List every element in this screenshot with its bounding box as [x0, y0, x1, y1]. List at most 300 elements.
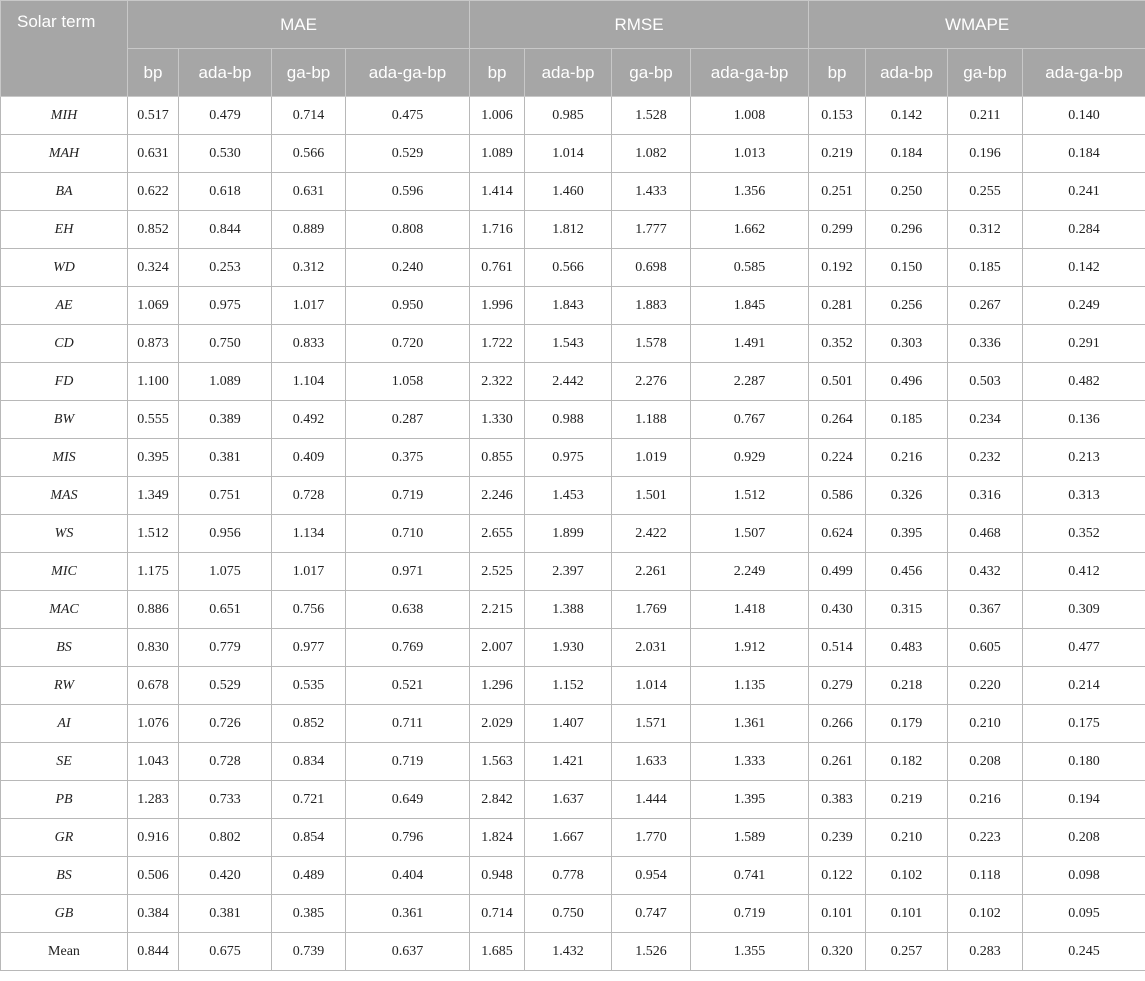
value-cell: 0.586: [809, 477, 866, 515]
solar-term-cell: EH: [1, 211, 128, 249]
value-cell: 1.017: [272, 287, 346, 325]
value-cell: 0.530: [179, 135, 272, 173]
value-cell: 2.007: [470, 629, 525, 667]
value-cell: 0.916: [128, 819, 179, 857]
value-cell: 0.750: [179, 325, 272, 363]
value-cell: 0.750: [525, 895, 612, 933]
value-cell: 0.605: [948, 629, 1023, 667]
value-cell: 0.802: [179, 819, 272, 857]
value-cell: 0.420: [179, 857, 272, 895]
solar-term-cell: AI: [1, 705, 128, 743]
value-cell: 0.352: [809, 325, 866, 363]
value-cell: 0.720: [346, 325, 470, 363]
value-cell: 1.082: [612, 135, 691, 173]
value-cell: 0.555: [128, 401, 179, 439]
value-cell: 0.383: [809, 781, 866, 819]
value-cell: 0.213: [1023, 439, 1145, 477]
value-cell: 0.948: [470, 857, 525, 895]
value-cell: 0.517: [128, 97, 179, 135]
table-row: [1, 135, 1145, 173]
value-cell: 1.019: [612, 439, 691, 477]
value-cell: 2.287: [691, 363, 809, 401]
value-cell: 0.224: [809, 439, 866, 477]
value-cell: 1.330: [470, 401, 525, 439]
value-cell: 1.526: [612, 933, 691, 971]
value-cell: 0.529: [346, 135, 470, 173]
value-cell: 1.134: [272, 515, 346, 553]
header-group-rmse: RMSE: [470, 1, 809, 49]
value-cell: 0.361: [346, 895, 470, 933]
value-cell: 1.356: [691, 173, 809, 211]
value-cell: 0.631: [128, 135, 179, 173]
value-cell: 0.136: [1023, 401, 1145, 439]
value-cell: 0.312: [948, 211, 1023, 249]
value-cell: 0.284: [1023, 211, 1145, 249]
value-cell: 1.637: [525, 781, 612, 819]
table-row: [1, 515, 1145, 553]
value-cell: 0.767: [691, 401, 809, 439]
value-cell: 1.716: [470, 211, 525, 249]
header-group-mae: MAE: [128, 1, 470, 49]
value-cell: 0.761: [470, 249, 525, 287]
table-row: [1, 553, 1145, 591]
table-header: [1, 1, 1145, 97]
value-cell: 0.844: [179, 211, 272, 249]
value-cell: 1.089: [470, 135, 525, 173]
value-cell: 0.483: [866, 629, 948, 667]
table-row: [1, 439, 1145, 477]
value-cell: 0.950: [346, 287, 470, 325]
value-cell: 0.281: [809, 287, 866, 325]
value-cell: 0.196: [948, 135, 1023, 173]
value-cell: 1.017: [272, 553, 346, 591]
value-cell: 0.320: [809, 933, 866, 971]
value-cell: 0.261: [809, 743, 866, 781]
value-cell: 0.208: [1023, 819, 1145, 857]
value-cell: 0.678: [128, 667, 179, 705]
value-cell: 0.741: [691, 857, 809, 895]
header-model-bp: bp: [470, 49, 525, 97]
value-cell: 0.239: [809, 819, 866, 857]
table-row: [1, 819, 1145, 857]
value-cell: 1.388: [525, 591, 612, 629]
table-row: [1, 591, 1145, 629]
header-model-ada-bp: ada-bp: [525, 49, 612, 97]
value-cell: 0.240: [346, 249, 470, 287]
value-cell: 0.367: [948, 591, 1023, 629]
value-cell: 0.585: [691, 249, 809, 287]
value-cell: 0.375: [346, 439, 470, 477]
value-cell: 0.751: [179, 477, 272, 515]
value-cell: 1.491: [691, 325, 809, 363]
value-cell: 0.529: [179, 667, 272, 705]
value-cell: 1.453: [525, 477, 612, 515]
value-cell: 0.489: [272, 857, 346, 895]
value-cell: 0.218: [866, 667, 948, 705]
table-row: [1, 363, 1145, 401]
value-cell: 0.257: [866, 933, 948, 971]
value-cell: 0.219: [809, 135, 866, 173]
value-cell: 0.101: [866, 895, 948, 933]
value-cell: 0.834: [272, 743, 346, 781]
value-cell: 0.142: [866, 97, 948, 135]
value-cell: 2.322: [470, 363, 525, 401]
value-cell: 1.058: [346, 363, 470, 401]
value-cell: 0.719: [346, 477, 470, 515]
value-cell: 0.283: [948, 933, 1023, 971]
value-cell: 0.833: [272, 325, 346, 363]
value-cell: 0.180: [1023, 743, 1145, 781]
value-cell: 1.432: [525, 933, 612, 971]
value-cell: 1.501: [612, 477, 691, 515]
value-cell: 0.733: [179, 781, 272, 819]
value-cell: 0.496: [866, 363, 948, 401]
value-cell: 1.543: [525, 325, 612, 363]
table-row: [1, 211, 1145, 249]
solar-term-cell: MIS: [1, 439, 128, 477]
table-row: [1, 667, 1145, 705]
value-cell: 1.930: [525, 629, 612, 667]
solar-term-cell: PB: [1, 781, 128, 819]
value-cell: 2.029: [470, 705, 525, 743]
value-cell: 0.566: [272, 135, 346, 173]
value-cell: 1.104: [272, 363, 346, 401]
value-cell: 0.142: [1023, 249, 1145, 287]
value-cell: 1.769: [612, 591, 691, 629]
header-model-ada-ga-bp: ada-ga-bp: [346, 49, 470, 97]
value-cell: 0.985: [525, 97, 612, 135]
value-cell: 0.192: [809, 249, 866, 287]
value-cell: 0.479: [179, 97, 272, 135]
value-cell: 2.261: [612, 553, 691, 591]
value-cell: 0.521: [346, 667, 470, 705]
solar-term-cell: MAH: [1, 135, 128, 173]
value-cell: 2.276: [612, 363, 691, 401]
value-cell: 0.309: [1023, 591, 1145, 629]
value-cell: 0.255: [948, 173, 1023, 211]
value-cell: 1.333: [691, 743, 809, 781]
value-cell: 0.150: [866, 249, 948, 287]
value-cell: 0.102: [948, 895, 1023, 933]
value-cell: 1.188: [612, 401, 691, 439]
solar-term-cell: MAS: [1, 477, 128, 515]
value-cell: 1.912: [691, 629, 809, 667]
value-cell: 0.844: [128, 933, 179, 971]
table-row: [1, 629, 1145, 667]
value-cell: 1.507: [691, 515, 809, 553]
value-cell: 0.102: [866, 857, 948, 895]
table-row: [1, 933, 1145, 971]
header-model-ada-ga-bp: ada-ga-bp: [1023, 49, 1145, 97]
value-cell: 1.996: [470, 287, 525, 325]
value-cell: 0.499: [809, 553, 866, 591]
solar-term-cell: BS: [1, 629, 128, 667]
value-cell: 0.232: [948, 439, 1023, 477]
value-cell: 0.638: [346, 591, 470, 629]
value-cell: 0.098: [1023, 857, 1145, 895]
value-cell: 0.211: [948, 97, 1023, 135]
solar-term-cell: MIH: [1, 97, 128, 135]
value-cell: 0.267: [948, 287, 1023, 325]
value-cell: 0.808: [346, 211, 470, 249]
value-cell: 0.468: [948, 515, 1023, 553]
value-cell: 1.770: [612, 819, 691, 857]
value-cell: 0.492: [272, 401, 346, 439]
value-cell: 0.326: [866, 477, 948, 515]
value-cell: 2.397: [525, 553, 612, 591]
value-cell: 0.194: [1023, 781, 1145, 819]
value-cell: 0.395: [866, 515, 948, 553]
value-cell: 2.842: [470, 781, 525, 819]
value-cell: 0.475: [346, 97, 470, 135]
value-cell: 0.711: [346, 705, 470, 743]
value-cell: 0.739: [272, 933, 346, 971]
value-cell: 0.220: [948, 667, 1023, 705]
value-cell: 0.216: [866, 439, 948, 477]
value-cell: 0.324: [128, 249, 179, 287]
value-cell: 0.214: [1023, 667, 1145, 705]
value-cell: 0.210: [866, 819, 948, 857]
value-cell: 1.296: [470, 667, 525, 705]
value-cell: 0.596: [346, 173, 470, 211]
value-cell: 1.152: [525, 667, 612, 705]
value-cell: 0.956: [179, 515, 272, 553]
value-cell: 0.637: [346, 933, 470, 971]
value-cell: 0.389: [179, 401, 272, 439]
value-cell: 1.089: [179, 363, 272, 401]
header-model-ga-bp: ga-bp: [272, 49, 346, 97]
value-cell: 1.662: [691, 211, 809, 249]
value-cell: 1.013: [691, 135, 809, 173]
value-cell: 0.316: [948, 477, 1023, 515]
value-cell: 0.796: [346, 819, 470, 857]
value-cell: 0.477: [1023, 629, 1145, 667]
value-cell: 1.633: [612, 743, 691, 781]
value-cell: 0.430: [809, 591, 866, 629]
value-cell: 1.845: [691, 287, 809, 325]
value-cell: 0.175: [1023, 705, 1145, 743]
value-cell: 1.460: [525, 173, 612, 211]
table-row: [1, 895, 1145, 933]
value-cell: 1.843: [525, 287, 612, 325]
value-cell: 0.264: [809, 401, 866, 439]
value-cell: 0.929: [691, 439, 809, 477]
value-cell: 1.283: [128, 781, 179, 819]
value-cell: 1.407: [525, 705, 612, 743]
solar-term-cell: MAC: [1, 591, 128, 629]
value-cell: 0.409: [272, 439, 346, 477]
value-cell: 0.651: [179, 591, 272, 629]
value-cell: 0.312: [272, 249, 346, 287]
value-cell: 0.728: [272, 477, 346, 515]
value-cell: 2.249: [691, 553, 809, 591]
value-cell: 0.182: [866, 743, 948, 781]
value-cell: 0.336: [948, 325, 1023, 363]
value-cell: 1.006: [470, 97, 525, 135]
value-cell: 0.747: [612, 895, 691, 933]
value-cell: 0.977: [272, 629, 346, 667]
value-cell: 0.223: [948, 819, 1023, 857]
solar-term-cell: GR: [1, 819, 128, 857]
value-cell: 0.315: [866, 591, 948, 629]
value-cell: 0.384: [128, 895, 179, 933]
value-cell: 0.778: [525, 857, 612, 895]
value-cell: 0.649: [346, 781, 470, 819]
value-cell: 0.886: [128, 591, 179, 629]
value-cell: 0.624: [809, 515, 866, 553]
value-cell: 1.777: [612, 211, 691, 249]
value-cell: 0.299: [809, 211, 866, 249]
header-model-bp: bp: [809, 49, 866, 97]
value-cell: 0.184: [1023, 135, 1145, 173]
value-cell: 0.381: [179, 895, 272, 933]
value-cell: 0.249: [1023, 287, 1145, 325]
value-cell: 1.076: [128, 705, 179, 743]
value-cell: 0.210: [948, 705, 1023, 743]
value-cell: 0.291: [1023, 325, 1145, 363]
solar-term-cell: GB: [1, 895, 128, 933]
value-cell: 0.988: [525, 401, 612, 439]
value-cell: 0.153: [809, 97, 866, 135]
value-cell: 1.883: [612, 287, 691, 325]
value-cell: 0.769: [346, 629, 470, 667]
solar-term-cell: BW: [1, 401, 128, 439]
value-cell: 0.296: [866, 211, 948, 249]
value-cell: 1.512: [691, 477, 809, 515]
value-cell: 0.779: [179, 629, 272, 667]
header-model-ada-ga-bp: ada-ga-bp: [691, 49, 809, 97]
header-model-ada-bp: ada-bp: [866, 49, 948, 97]
value-cell: 1.418: [691, 591, 809, 629]
solar-term-cell: BS: [1, 857, 128, 895]
value-cell: 1.043: [128, 743, 179, 781]
value-cell: 1.667: [525, 819, 612, 857]
value-cell: 1.433: [612, 173, 691, 211]
value-cell: 0.184: [866, 135, 948, 173]
value-cell: 1.135: [691, 667, 809, 705]
value-cell: 0.456: [866, 553, 948, 591]
value-cell: 0.501: [809, 363, 866, 401]
value-cell: 0.352: [1023, 515, 1145, 553]
value-cell: 2.655: [470, 515, 525, 553]
value-cell: 0.618: [179, 173, 272, 211]
value-cell: 0.698: [612, 249, 691, 287]
value-cell: 0.975: [525, 439, 612, 477]
value-cell: 0.852: [272, 705, 346, 743]
value-cell: 1.361: [691, 705, 809, 743]
value-cell: 1.571: [612, 705, 691, 743]
value-cell: 0.622: [128, 173, 179, 211]
value-cell: 0.101: [809, 895, 866, 933]
value-cell: 0.234: [948, 401, 1023, 439]
value-cell: 0.714: [470, 895, 525, 933]
value-cell: 0.251: [809, 173, 866, 211]
solar-term-cell: CD: [1, 325, 128, 363]
value-cell: 0.185: [948, 249, 1023, 287]
value-cell: 1.349: [128, 477, 179, 515]
value-cell: 0.631: [272, 173, 346, 211]
value-cell: 0.381: [179, 439, 272, 477]
value-cell: 0.412: [1023, 553, 1145, 591]
value-cell: 0.675: [179, 933, 272, 971]
value-cell: 0.245: [1023, 933, 1145, 971]
value-cell: 1.414: [470, 173, 525, 211]
value-cell: 0.313: [1023, 477, 1145, 515]
solar-term-cell: WD: [1, 249, 128, 287]
value-cell: 0.971: [346, 553, 470, 591]
value-cell: 0.710: [346, 515, 470, 553]
value-cell: 2.422: [612, 515, 691, 553]
value-cell: 0.208: [948, 743, 1023, 781]
value-cell: 0.714: [272, 97, 346, 135]
value-cell: 1.444: [612, 781, 691, 819]
table-row: [1, 705, 1145, 743]
value-cell: 0.118: [948, 857, 1023, 895]
value-cell: 1.512: [128, 515, 179, 553]
value-cell: 0.279: [809, 667, 866, 705]
value-cell: 1.175: [128, 553, 179, 591]
value-cell: 0.241: [1023, 173, 1145, 211]
value-cell: 1.812: [525, 211, 612, 249]
table-row: [1, 97, 1145, 135]
value-cell: 1.578: [612, 325, 691, 363]
value-cell: 0.303: [866, 325, 948, 363]
value-cell: 0.482: [1023, 363, 1145, 401]
value-cell: 1.421: [525, 743, 612, 781]
value-cell: 0.256: [866, 287, 948, 325]
value-cell: 0.728: [179, 743, 272, 781]
value-cell: 0.726: [179, 705, 272, 743]
value-cell: 0.719: [691, 895, 809, 933]
value-cell: 2.525: [470, 553, 525, 591]
value-cell: 0.719: [346, 743, 470, 781]
value-cell: 1.899: [525, 515, 612, 553]
solar-term-cell: WS: [1, 515, 128, 553]
value-cell: 0.503: [948, 363, 1023, 401]
table-body: [1, 97, 1145, 971]
value-cell: 0.179: [866, 705, 948, 743]
value-cell: 1.824: [470, 819, 525, 857]
value-cell: 0.253: [179, 249, 272, 287]
table-row: [1, 249, 1145, 287]
value-cell: 1.355: [691, 933, 809, 971]
value-cell: 0.506: [128, 857, 179, 895]
value-cell: 1.075: [179, 553, 272, 591]
solar-term-cell: MIC: [1, 553, 128, 591]
value-cell: 2.215: [470, 591, 525, 629]
value-cell: 1.014: [612, 667, 691, 705]
value-cell: 0.852: [128, 211, 179, 249]
value-cell: 2.246: [470, 477, 525, 515]
value-cell: 1.563: [470, 743, 525, 781]
solar-term-cell: RW: [1, 667, 128, 705]
value-cell: 0.185: [866, 401, 948, 439]
value-cell: 0.219: [866, 781, 948, 819]
value-cell: 1.014: [525, 135, 612, 173]
value-cell: 0.954: [612, 857, 691, 895]
value-cell: 0.216: [948, 781, 1023, 819]
solar-term-cell: FD: [1, 363, 128, 401]
value-cell: 1.069: [128, 287, 179, 325]
value-cell: 1.395: [691, 781, 809, 819]
header-model-ga-bp: ga-bp: [948, 49, 1023, 97]
value-cell: 0.385: [272, 895, 346, 933]
header-model-ga-bp: ga-bp: [612, 49, 691, 97]
solar-term-cell: BA: [1, 173, 128, 211]
header-model-ada-bp: ada-bp: [179, 49, 272, 97]
value-cell: 1.008: [691, 97, 809, 135]
header-model-bp: bp: [128, 49, 179, 97]
